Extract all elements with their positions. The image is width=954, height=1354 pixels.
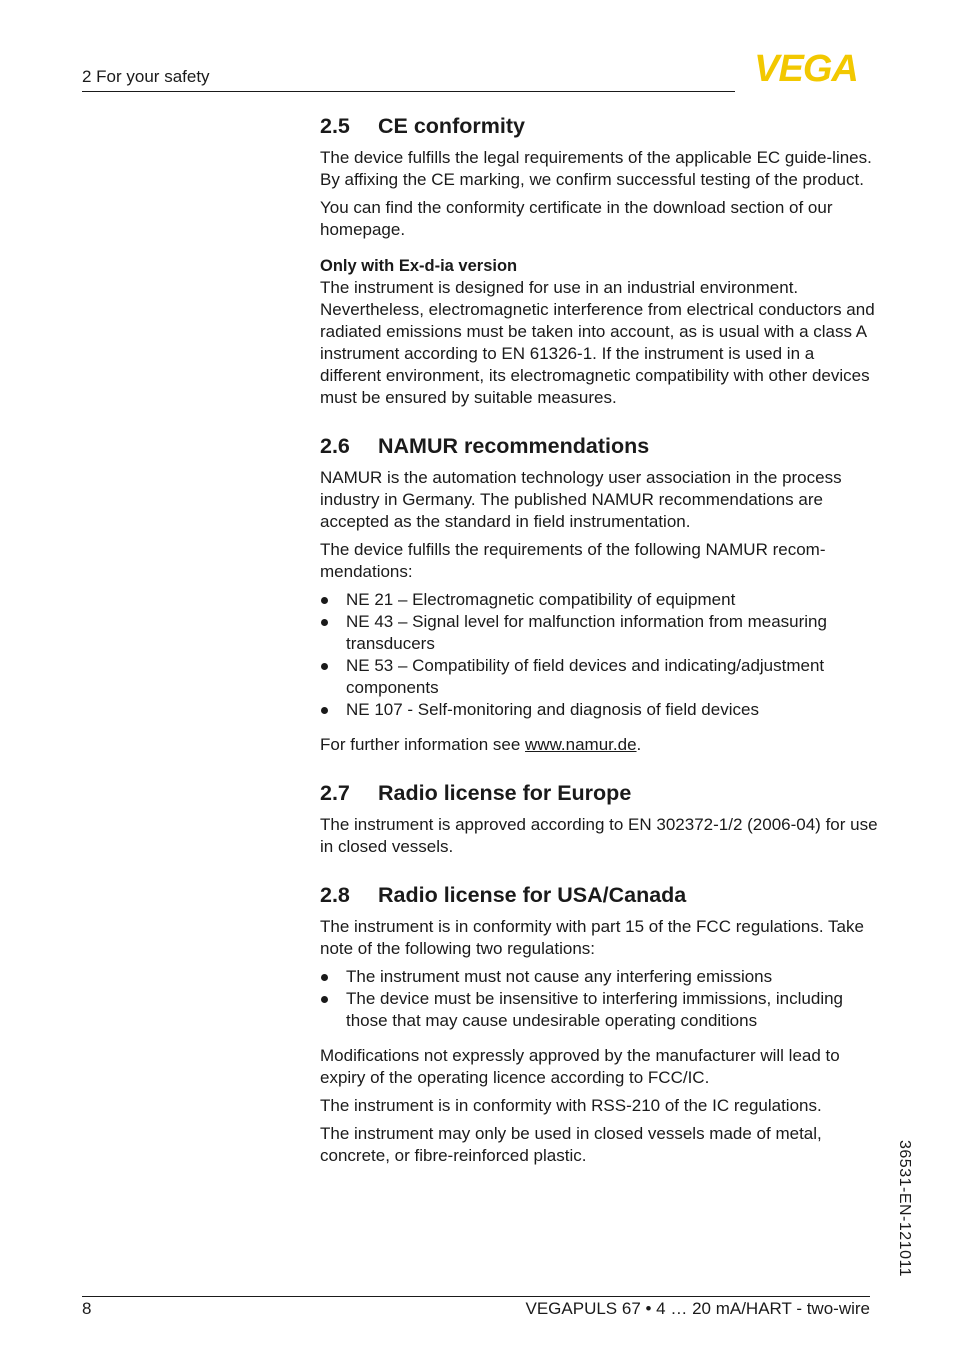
paragraph: The instrument is in conformity with RSS-210 of the IC regulations. <box>320 1096 822 1115</box>
paragraph: The instrument is designed for use in an industrial environment. Nevertheless, electromagnetic interference from electrical conductors and radiated emissions must be taken into account, as is usual with a class A instrument according to EN 61326-1. If the instrument is used in a different environment, its electromagnetic compatibility with other devices must be ensured by suitable measures. <box>320 278 875 407</box>
section-ce-conformity <box>320 113 880 409</box>
list-item: NE 53 – Compatibility of field devices and indicating/adjustment components <box>320 655 880 699</box>
namur-link[interactable]: www.namur.de <box>525 735 637 754</box>
section-radio-europe <box>320 780 880 858</box>
list-item: NE 43 – Signal level for malfunction information from measuring transducers <box>320 611 880 655</box>
namur-list <box>320 589 880 721</box>
section-radio-usa-canada <box>320 882 880 1167</box>
document-code: 36531-EN-121011 <box>896 1140 913 1278</box>
paragraph: The instrument is in conformity with part 15 of the FCC regulations. Take note of the following two regulations: <box>320 917 864 958</box>
header-section-title: 2 For your safety <box>82 67 210 86</box>
paragraph: The instrument may only be used in closed vessels made of metal, concrete, or fibre-reinforced plastic. <box>320 1124 822 1165</box>
paragraph: The device fulfills the requirements of the following NAMUR recom-mendations: <box>320 540 826 581</box>
footer-rule <box>82 1296 870 1297</box>
section-heading: 2.8 Radio license for USA/Canada <box>320 883 687 907</box>
section-heading: 2.6 NAMUR recommendations <box>320 434 650 458</box>
section-heading: 2.7 Radio license for Europe <box>320 781 632 805</box>
list-item: NE 21 – Electromagnetic compatibility of equipment <box>320 589 880 611</box>
paragraph: You can find the conformity certificate in the download section of our homepage. <box>320 198 833 239</box>
paragraph: The instrument is approved according to EN 302372-1/2 (2006-04) for use in closed vessels. <box>320 815 878 856</box>
footer-product: VEGAPULS 67 • 4 … 20 mA/HART - two-wire <box>525 1299 870 1318</box>
vega-logo <box>740 52 872 84</box>
main-content <box>320 113 880 1173</box>
further-info: For further information see www.namur.de. <box>320 735 642 754</box>
list-item: The device must be insensitive to interfering immissions, including those that may cause undesirable operating conditions <box>320 988 880 1032</box>
header-rule <box>82 91 735 92</box>
section-namur <box>320 433 880 756</box>
section-heading: 2.5 CE conformity <box>320 114 525 138</box>
paragraph: The device fulfills the legal requirements of the applicable EC guide-lines. By affixing the CE marking, we confirm successful testing of the product. <box>320 148 872 189</box>
svg-text:VEGA: VEGA <box>754 52 858 84</box>
list-item: The instrument must not cause any interfering emissions <box>320 966 880 988</box>
list-item: NE 107 - Self-monitoring and diagnosis of field devices <box>320 699 880 721</box>
subheading: Only with Ex-d-ia version <box>320 257 518 275</box>
paragraph: Modifications not expressly approved by the manufacturer will lead to expiry of the operating licence according to FCC/IC. <box>320 1046 840 1087</box>
paragraph: NAMUR is the automation technology user association in the process industry in Germany. The published NAMUR recommendations are accepted as the standard in field instrumentation. <box>320 468 842 531</box>
page-number: 8 <box>82 1299 92 1318</box>
fcc-list <box>320 966 880 1032</box>
